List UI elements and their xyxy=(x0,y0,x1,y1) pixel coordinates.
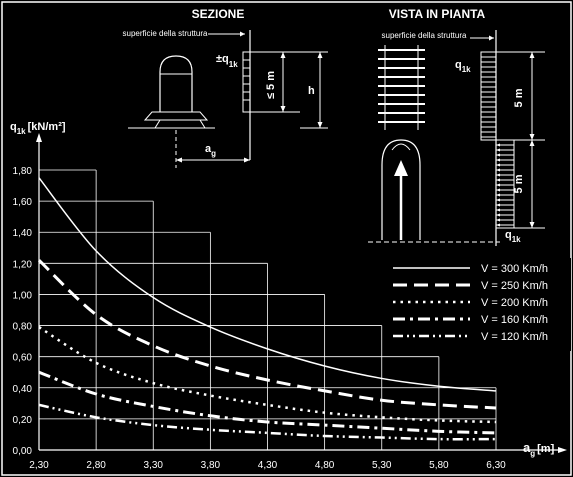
section-surface-label: superficie della struttura xyxy=(122,29,208,38)
x-tick-label: 3,80 xyxy=(200,460,221,471)
legend-label-1: V = 300 Km/h xyxy=(481,263,548,275)
dim-le5-label: ≤ 5 m xyxy=(265,70,277,100)
legend-label-3: V = 200 Km/h xyxy=(481,297,548,309)
y-tick-label: 0,40 xyxy=(12,383,32,395)
pressure-block xyxy=(243,52,250,112)
plan-q-bot-label: $q_{1k}$ xyxy=(505,229,521,244)
surface-arrow-head xyxy=(240,32,245,37)
y-tick-label: 0,00 xyxy=(12,446,32,457)
legend-label-4: V = 160 Km/h xyxy=(481,314,548,326)
y-tick-label: 1,60 xyxy=(12,197,32,209)
plan-dim-5m-bot: 5 m xyxy=(513,174,525,194)
dim-ag-label: $a_g$ xyxy=(205,143,217,158)
plan-diagram xyxy=(368,7,545,246)
pm-q-label: $\pm q_{1k}$ xyxy=(216,53,238,69)
plan-q-top-label: $q_{1k}$ xyxy=(455,59,471,74)
dim-h-label: h xyxy=(308,85,315,97)
section-diagram xyxy=(123,7,328,168)
x-axis-label: $a_g$ [m] xyxy=(523,440,555,458)
y-tick-labels xyxy=(13,166,33,457)
y-tick-label: 1,80 xyxy=(12,166,32,177)
y-tick-label: 1,00 xyxy=(12,290,32,302)
x-tick-label: 3,30 xyxy=(143,460,163,471)
x-axis-arrow xyxy=(558,447,567,453)
x-tick-labels xyxy=(29,460,506,471)
x-tick-label: 4,80 xyxy=(314,460,335,471)
x-tick-label: 2,80 xyxy=(86,460,106,471)
x-tick-label: 6,30 xyxy=(486,460,506,471)
y-tick-label: 1,20 xyxy=(12,259,32,271)
plan-surface-label: superficie della struttura xyxy=(381,31,467,40)
x-tick-label: 4,30 xyxy=(257,460,278,471)
y-axis-label: $q_{1k}$ [kN/m²] xyxy=(10,121,66,136)
outer-border xyxy=(2,2,571,475)
y-tick-label: 0,60 xyxy=(12,352,32,364)
train-profile xyxy=(160,56,192,112)
legend-label-2: V = 250 Km/h xyxy=(481,280,548,292)
x-tick-label: 2,30 xyxy=(29,460,49,471)
x-tick-label: 5,80 xyxy=(429,460,449,471)
y-tick-label: 1,40 xyxy=(12,228,32,240)
chart xyxy=(10,121,571,471)
y-axis-arrow xyxy=(36,133,42,142)
x-tick-label: 5,30 xyxy=(372,460,392,471)
plan-dim-5m-top: 5 m xyxy=(513,88,525,108)
y-tick-label: 0,80 xyxy=(12,321,32,333)
ballast xyxy=(145,112,207,120)
plan-title: VISTA IN PIANTA xyxy=(388,7,486,21)
y-tick-label: 0,20 xyxy=(12,414,32,426)
section-title: SEZIONE xyxy=(191,7,245,21)
legend xyxy=(385,258,571,351)
legend-label-5: V = 120 Km/h xyxy=(481,331,548,343)
